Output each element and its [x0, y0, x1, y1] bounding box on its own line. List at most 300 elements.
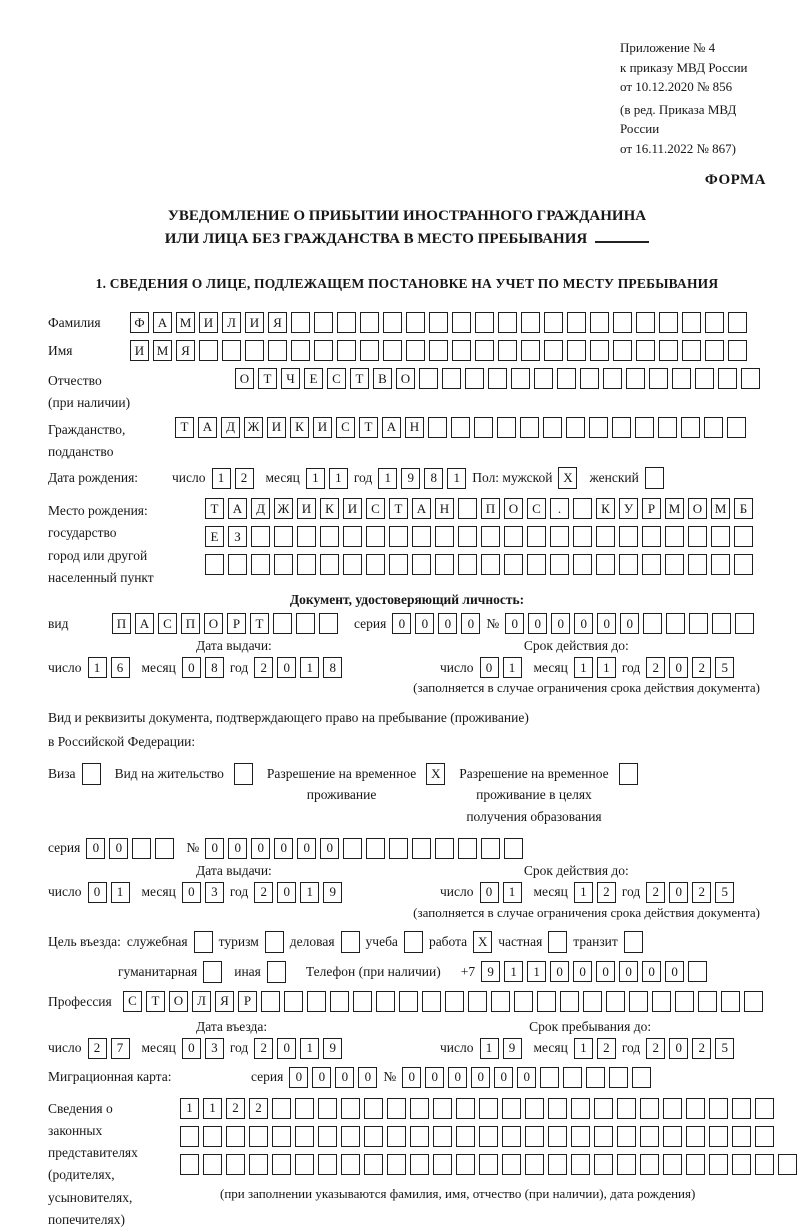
surname-boxes[interactable]	[130, 312, 747, 333]
char-box[interactable]	[273, 613, 292, 634]
char-box[interactable]: Б	[734, 498, 753, 519]
char-box[interactable]	[663, 1126, 682, 1147]
char-box[interactable]	[429, 312, 448, 333]
char-box[interactable]: 9	[481, 961, 500, 982]
char-box[interactable]	[734, 554, 753, 575]
doc-valid-day-boxes[interactable]	[480, 657, 522, 678]
phone-boxes[interactable]	[481, 961, 707, 982]
char-box[interactable]: 1	[447, 468, 466, 489]
char-box[interactable]	[649, 368, 668, 389]
char-box[interactable]	[410, 1126, 429, 1147]
char-box[interactable]: Ж	[274, 498, 293, 519]
char-box[interactable]	[626, 368, 645, 389]
char-box[interactable]	[364, 1098, 383, 1119]
char-box[interactable]	[249, 1154, 268, 1175]
char-box[interactable]	[732, 1126, 751, 1147]
char-box[interactable]	[686, 1126, 705, 1147]
char-box[interactable]	[586, 1067, 605, 1088]
char-box[interactable]: 0	[619, 961, 638, 982]
char-box[interactable]	[682, 312, 701, 333]
char-box[interactable]: М	[153, 340, 172, 361]
char-box[interactable]: 6	[111, 657, 130, 678]
char-box[interactable]	[521, 312, 540, 333]
char-box[interactable]	[435, 526, 454, 547]
char-box[interactable]	[475, 312, 494, 333]
char-box[interactable]	[387, 1098, 406, 1119]
char-box[interactable]: 0	[277, 882, 296, 903]
char-box[interactable]: 8	[323, 657, 342, 678]
char-box[interactable]	[445, 991, 464, 1012]
char-box[interactable]	[452, 340, 471, 361]
char-box[interactable]	[744, 991, 763, 1012]
char-box[interactable]	[571, 1154, 590, 1175]
char-box[interactable]	[180, 1154, 199, 1175]
char-box[interactable]: 0	[574, 613, 593, 634]
entry-month-boxes[interactable]	[182, 1038, 224, 1059]
char-box[interactable]	[663, 1098, 682, 1119]
representatives-boxes-row1[interactable]	[180, 1098, 797, 1119]
char-box[interactable]	[491, 991, 510, 1012]
purpose-official-checkbox[interactable]	[194, 931, 213, 953]
char-box[interactable]	[606, 991, 625, 1012]
char-box[interactable]: Т	[146, 991, 165, 1012]
char-box[interactable]: 0	[182, 882, 201, 903]
char-box[interactable]: 2	[646, 1038, 665, 1059]
char-box[interactable]	[689, 613, 708, 634]
char-box[interactable]	[410, 1154, 429, 1175]
char-box[interactable]	[672, 368, 691, 389]
char-box[interactable]: М	[665, 498, 684, 519]
char-box[interactable]	[665, 526, 684, 547]
char-box[interactable]	[590, 340, 609, 361]
char-box[interactable]: И	[313, 417, 332, 438]
residence-valid-day-boxes[interactable]	[480, 882, 522, 903]
purpose-tourism-checkbox[interactable]	[265, 931, 284, 953]
char-box[interactable]	[560, 991, 579, 1012]
char-box[interactable]	[251, 526, 270, 547]
char-box[interactable]: Л	[192, 991, 211, 1012]
char-box[interactable]	[429, 340, 448, 361]
char-box[interactable]	[543, 417, 562, 438]
char-box[interactable]: Е	[304, 368, 323, 389]
birth-month-boxes[interactable]	[306, 468, 348, 489]
char-box[interactable]	[567, 340, 586, 361]
char-box[interactable]: 2	[254, 1038, 273, 1059]
char-box[interactable]: Ч	[281, 368, 300, 389]
char-box[interactable]	[442, 368, 461, 389]
char-box[interactable]	[573, 526, 592, 547]
char-box[interactable]: 0	[88, 882, 107, 903]
char-box[interactable]	[711, 526, 730, 547]
char-box[interactable]: 1	[503, 882, 522, 903]
char-box[interactable]	[619, 526, 638, 547]
char-box[interactable]: 0	[320, 838, 339, 859]
char-box[interactable]	[481, 554, 500, 575]
char-box[interactable]	[284, 991, 303, 1012]
char-box[interactable]: 1	[503, 657, 522, 678]
char-box[interactable]	[295, 1154, 314, 1175]
char-box[interactable]	[659, 340, 678, 361]
char-box[interactable]: И	[199, 312, 218, 333]
char-box[interactable]	[318, 1126, 337, 1147]
char-box[interactable]: И	[343, 498, 362, 519]
char-box[interactable]: 0	[335, 1067, 354, 1088]
char-box[interactable]: О	[688, 498, 707, 519]
char-box[interactable]: 1	[574, 882, 593, 903]
char-box[interactable]	[640, 1098, 659, 1119]
char-box[interactable]: 1	[88, 657, 107, 678]
char-box[interactable]: Е	[205, 526, 224, 547]
char-box[interactable]	[226, 1126, 245, 1147]
char-box[interactable]	[251, 554, 270, 575]
char-box[interactable]	[343, 838, 362, 859]
char-box[interactable]	[594, 1126, 613, 1147]
char-box[interactable]: О	[504, 498, 523, 519]
residence-number-boxes[interactable]	[205, 838, 523, 859]
char-box[interactable]	[341, 1126, 360, 1147]
char-box[interactable]	[387, 1154, 406, 1175]
char-box[interactable]	[318, 1098, 337, 1119]
citizenship-boxes[interactable]	[175, 417, 746, 438]
char-box[interactable]	[132, 838, 151, 859]
birthplace-boxes-row2[interactable]	[205, 526, 753, 547]
char-box[interactable]	[603, 368, 622, 389]
char-box[interactable]	[410, 1098, 429, 1119]
char-box[interactable]	[527, 554, 546, 575]
char-box[interactable]	[318, 1154, 337, 1175]
char-box[interactable]	[695, 368, 714, 389]
residence-issue-day-boxes[interactable]	[88, 882, 130, 903]
char-box[interactable]: Т	[389, 498, 408, 519]
char-box[interactable]	[548, 1154, 567, 1175]
char-box[interactable]	[364, 1154, 383, 1175]
char-box[interactable]: 2	[692, 1038, 711, 1059]
char-box[interactable]	[435, 838, 454, 859]
char-box[interactable]	[479, 1126, 498, 1147]
char-box[interactable]	[504, 554, 523, 575]
char-box[interactable]	[642, 554, 661, 575]
char-box[interactable]: 7	[111, 1038, 130, 1059]
char-box[interactable]	[550, 526, 569, 547]
doc-issue-day-boxes[interactable]	[88, 657, 130, 678]
char-box[interactable]	[537, 991, 556, 1012]
char-box[interactable]: У	[619, 498, 638, 519]
char-box[interactable]: 0	[461, 613, 480, 634]
char-box[interactable]: 0	[392, 613, 411, 634]
char-box[interactable]: З	[228, 526, 247, 547]
char-box[interactable]	[728, 312, 747, 333]
char-box[interactable]: 0	[297, 838, 316, 859]
char-box[interactable]	[481, 526, 500, 547]
residence-permit-checkbox[interactable]	[234, 763, 253, 785]
char-box[interactable]: 1	[180, 1098, 199, 1119]
char-box[interactable]	[571, 1098, 590, 1119]
char-box[interactable]: 1	[306, 468, 325, 489]
doc-valid-month-boxes[interactable]	[574, 657, 616, 678]
char-box[interactable]: 0	[438, 613, 457, 634]
char-box[interactable]: 0	[550, 961, 569, 982]
char-box[interactable]	[755, 1126, 774, 1147]
char-box[interactable]	[399, 991, 418, 1012]
char-box[interactable]: 0	[205, 838, 224, 859]
char-box[interactable]: 2	[597, 882, 616, 903]
char-box[interactable]	[498, 312, 517, 333]
char-box[interactable]: К	[596, 498, 615, 519]
char-box[interactable]	[458, 838, 477, 859]
char-box[interactable]	[613, 312, 632, 333]
char-box[interactable]	[228, 554, 247, 575]
char-box[interactable]	[709, 1154, 728, 1175]
char-box[interactable]: 9	[401, 468, 420, 489]
char-box[interactable]	[571, 1126, 590, 1147]
char-box[interactable]	[389, 554, 408, 575]
purpose-work-checkbox[interactable]: X	[473, 931, 492, 953]
char-box[interactable]	[456, 1126, 475, 1147]
char-box[interactable]	[341, 1154, 360, 1175]
doc-kind-boxes[interactable]	[112, 613, 338, 634]
char-box[interactable]	[589, 417, 608, 438]
char-box[interactable]	[314, 340, 333, 361]
char-box[interactable]	[665, 554, 684, 575]
char-box[interactable]	[406, 312, 425, 333]
char-box[interactable]	[712, 613, 731, 634]
char-box[interactable]	[222, 340, 241, 361]
char-box[interactable]	[617, 1126, 636, 1147]
char-box[interactable]	[343, 526, 362, 547]
char-box[interactable]	[619, 554, 638, 575]
char-box[interactable]	[525, 1126, 544, 1147]
char-box[interactable]	[704, 417, 723, 438]
char-box[interactable]: 0	[228, 838, 247, 859]
char-box[interactable]: С	[158, 613, 177, 634]
residence-valid-month-boxes[interactable]	[574, 882, 616, 903]
residence-valid-year-boxes[interactable]	[646, 882, 734, 903]
char-box[interactable]: 2	[646, 657, 665, 678]
char-box[interactable]	[343, 554, 362, 575]
char-box[interactable]	[688, 554, 707, 575]
char-box[interactable]	[580, 368, 599, 389]
char-box[interactable]	[550, 554, 569, 575]
char-box[interactable]: 2	[254, 882, 273, 903]
char-box[interactable]: О	[204, 613, 223, 634]
purpose-transit-checkbox[interactable]	[624, 931, 643, 953]
char-box[interactable]	[433, 1098, 452, 1119]
char-box[interactable]: С	[336, 417, 355, 438]
char-box[interactable]	[544, 312, 563, 333]
char-box[interactable]	[681, 417, 700, 438]
char-box[interactable]: К	[320, 498, 339, 519]
char-box[interactable]	[412, 526, 431, 547]
char-box[interactable]: 0	[251, 838, 270, 859]
entry-day-boxes[interactable]	[88, 1038, 130, 1059]
char-box[interactable]	[705, 312, 724, 333]
char-box[interactable]	[481, 838, 500, 859]
char-box[interactable]	[566, 417, 585, 438]
char-box[interactable]: Т	[205, 498, 224, 519]
doc-valid-year-boxes[interactable]	[646, 657, 734, 678]
char-box[interactable]: Я	[268, 312, 287, 333]
char-box[interactable]	[272, 1126, 291, 1147]
char-box[interactable]: 0	[277, 1038, 296, 1059]
char-box[interactable]	[297, 554, 316, 575]
char-box[interactable]	[249, 1126, 268, 1147]
char-box[interactable]	[337, 312, 356, 333]
char-box[interactable]: Р	[238, 991, 257, 1012]
char-box[interactable]: 0	[669, 657, 688, 678]
char-box[interactable]	[548, 1126, 567, 1147]
char-box[interactable]	[291, 312, 310, 333]
char-box[interactable]	[636, 312, 655, 333]
char-box[interactable]	[698, 991, 717, 1012]
char-box[interactable]: М	[176, 312, 195, 333]
char-box[interactable]: 8	[424, 468, 443, 489]
purpose-other-checkbox[interactable]	[267, 961, 286, 983]
char-box[interactable]	[383, 340, 402, 361]
char-box[interactable]	[435, 554, 454, 575]
char-box[interactable]: 2	[254, 657, 273, 678]
char-box[interactable]	[360, 312, 379, 333]
char-box[interactable]: Т	[359, 417, 378, 438]
char-box[interactable]: 1	[300, 1038, 319, 1059]
char-box[interactable]	[468, 991, 487, 1012]
char-box[interactable]	[422, 991, 441, 1012]
char-box[interactable]: 0	[480, 882, 499, 903]
char-box[interactable]	[479, 1098, 498, 1119]
residence-series-boxes[interactable]	[86, 838, 174, 859]
char-box[interactable]: Т	[258, 368, 277, 389]
char-box[interactable]: С	[123, 991, 142, 1012]
char-box[interactable]	[540, 1067, 559, 1088]
char-box[interactable]: 2	[226, 1098, 245, 1119]
char-box[interactable]	[718, 368, 737, 389]
char-box[interactable]: 0	[289, 1067, 308, 1088]
char-box[interactable]	[544, 340, 563, 361]
char-box[interactable]	[475, 340, 494, 361]
stay-day-boxes[interactable]	[480, 1038, 522, 1059]
char-box[interactable]	[705, 340, 724, 361]
char-box[interactable]: 1	[111, 882, 130, 903]
char-box[interactable]	[428, 417, 447, 438]
char-box[interactable]: П	[481, 498, 500, 519]
char-box[interactable]	[596, 554, 615, 575]
char-box[interactable]	[521, 340, 540, 361]
entry-year-boxes[interactable]	[254, 1038, 342, 1059]
char-box[interactable]: Т	[250, 613, 269, 634]
char-box[interactable]	[488, 368, 507, 389]
sex-female-checkbox[interactable]	[645, 467, 664, 489]
profession-boxes[interactable]	[123, 991, 763, 1012]
char-box[interactable]	[307, 991, 326, 1012]
char-box[interactable]: О	[396, 368, 415, 389]
char-box[interactable]: О	[169, 991, 188, 1012]
char-box[interactable]: 0	[669, 1038, 688, 1059]
char-box[interactable]	[548, 1098, 567, 1119]
char-box[interactable]	[612, 417, 631, 438]
char-box[interactable]	[226, 1154, 245, 1175]
char-box[interactable]: 1	[329, 468, 348, 489]
char-box[interactable]	[452, 312, 471, 333]
char-box[interactable]: 2	[88, 1038, 107, 1059]
char-box[interactable]: 1	[300, 657, 319, 678]
char-box[interactable]: А	[198, 417, 217, 438]
doc-number-boxes[interactable]	[505, 613, 754, 634]
char-box[interactable]: 0	[596, 961, 615, 982]
char-box[interactable]	[337, 340, 356, 361]
char-box[interactable]: 1	[574, 657, 593, 678]
char-box[interactable]	[433, 1126, 452, 1147]
char-box[interactable]	[272, 1098, 291, 1119]
char-box[interactable]: 0	[274, 838, 293, 859]
char-box[interactable]	[364, 1126, 383, 1147]
char-box[interactable]: 0	[86, 838, 105, 859]
char-box[interactable]: К	[290, 417, 309, 438]
char-box[interactable]	[617, 1098, 636, 1119]
char-box[interactable]	[274, 554, 293, 575]
char-box[interactable]	[663, 1154, 682, 1175]
stay-year-boxes[interactable]	[646, 1038, 734, 1059]
char-box[interactable]	[245, 340, 264, 361]
char-box[interactable]: А	[382, 417, 401, 438]
char-box[interactable]	[741, 368, 760, 389]
purpose-humanitarian-checkbox[interactable]	[203, 961, 222, 983]
char-box[interactable]: И	[267, 417, 286, 438]
char-box[interactable]	[360, 340, 379, 361]
char-box[interactable]	[376, 991, 395, 1012]
char-box[interactable]: А	[135, 613, 154, 634]
char-box[interactable]: И	[245, 312, 264, 333]
char-box[interactable]	[502, 1098, 521, 1119]
char-box[interactable]	[640, 1126, 659, 1147]
char-box[interactable]	[640, 1154, 659, 1175]
birth-day-boxes[interactable]	[212, 468, 254, 489]
birth-year-boxes[interactable]	[378, 468, 466, 489]
char-box[interactable]	[389, 526, 408, 547]
char-box[interactable]	[297, 526, 316, 547]
char-box[interactable]	[617, 1154, 636, 1175]
char-box[interactable]: Н	[405, 417, 424, 438]
char-box[interactable]	[272, 1154, 291, 1175]
char-box[interactable]: 9	[323, 882, 342, 903]
char-box[interactable]	[583, 991, 602, 1012]
char-box[interactable]	[682, 340, 701, 361]
char-box[interactable]	[609, 1067, 628, 1088]
char-box[interactable]: .	[550, 498, 569, 519]
char-box[interactable]: 0	[573, 961, 592, 982]
char-box[interactable]	[180, 1126, 199, 1147]
char-box[interactable]	[511, 368, 530, 389]
char-box[interactable]: 9	[323, 1038, 342, 1059]
char-box[interactable]: 8	[205, 657, 224, 678]
char-box[interactable]: 0	[551, 613, 570, 634]
char-box[interactable]: М	[711, 498, 730, 519]
migration-card-number-boxes[interactable]	[402, 1067, 651, 1088]
char-box[interactable]	[412, 838, 431, 859]
char-box[interactable]	[732, 1154, 751, 1175]
char-box[interactable]	[504, 526, 523, 547]
char-box[interactable]	[688, 961, 707, 982]
char-box[interactable]	[727, 417, 746, 438]
char-box[interactable]	[353, 991, 372, 1012]
residence-issue-month-boxes[interactable]	[182, 882, 224, 903]
char-box[interactable]	[366, 838, 385, 859]
char-box[interactable]	[203, 1126, 222, 1147]
char-box[interactable]	[525, 1098, 544, 1119]
char-box[interactable]	[419, 368, 438, 389]
char-box[interactable]: П	[181, 613, 200, 634]
char-box[interactable]: 0	[182, 657, 201, 678]
char-box[interactable]	[296, 613, 315, 634]
char-box[interactable]	[658, 417, 677, 438]
